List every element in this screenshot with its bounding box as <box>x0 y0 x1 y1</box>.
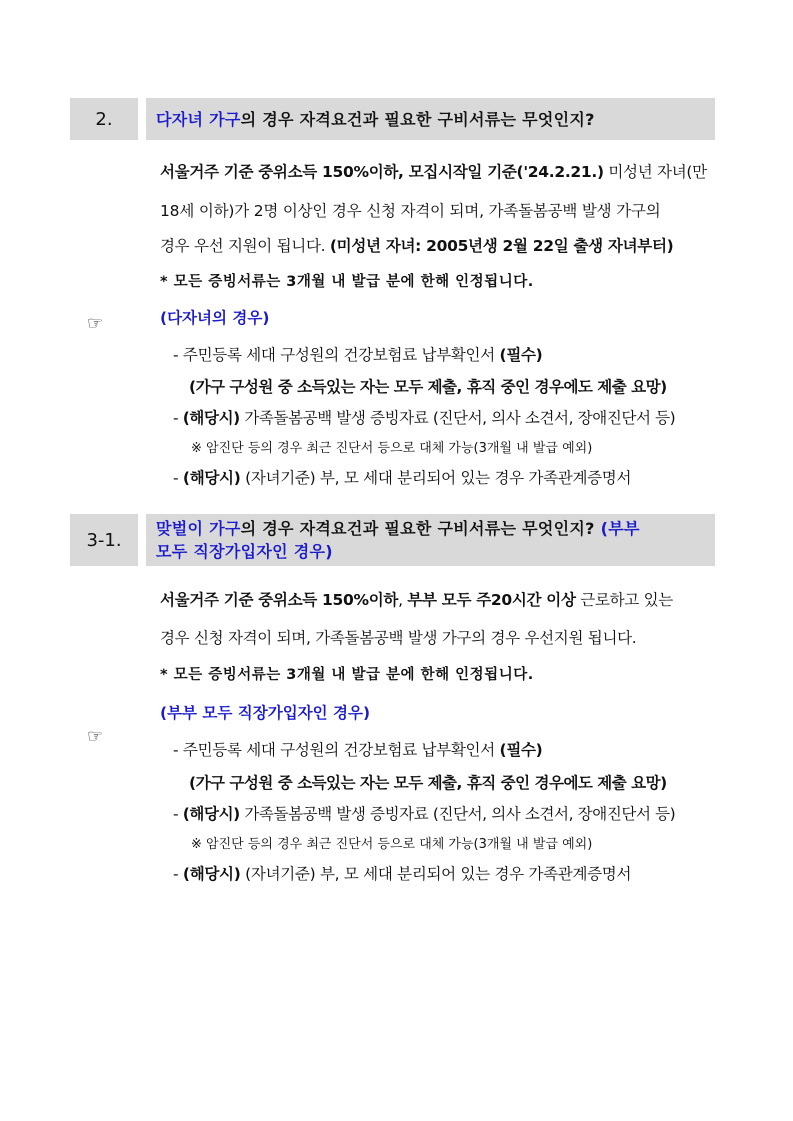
question-highlight: 맞벌이 가구 <box>156 519 241 538</box>
bold-text: (필수) <box>499 346 543 364</box>
plain-text: - <box>173 865 183 883</box>
plain-text: 가족돌봄공백 발생 증빙자료 (진단서, 의사 소견서, 장애진단서 등) <box>239 805 676 823</box>
document-item <box>173 802 675 824</box>
question-highlight: (부부 <box>600 519 640 538</box>
plain-text: - 주민등록 세대 구성원의 건강보험료 납부확인서 <box>173 741 500 759</box>
bold-text: (해당시) <box>182 805 240 823</box>
section-number <box>70 98 138 140</box>
document-item <box>173 738 542 760</box>
document-item <box>173 466 631 488</box>
document-item <box>173 343 542 365</box>
notice-line: * 모든 증빙서류는 3개월 내 발급 분에 한해 인정됩니다. <box>160 667 534 683</box>
pointing-hand-icon: ☞ <box>87 726 104 747</box>
question-heading <box>146 514 715 566</box>
section-number-label: 3-1. <box>86 529 122 551</box>
bold-text: 서울거주 기준 중위소득 150%이하 <box>160 591 399 609</box>
document-note: ※ 암진단 등의 경우 최근 진단서 등으로 대체 가능(3개월 내 발급 예외) <box>191 441 593 456</box>
document-item <box>173 406 675 428</box>
bold-text: 부부 모두 주20시간 이상 <box>407 591 576 609</box>
case-title: (부부 모두 직장가입자인 경우) <box>160 704 371 722</box>
plain-text: - <box>173 805 183 823</box>
question-heading <box>146 98 715 140</box>
question-text: 의 경우 자격요건과 필요한 구비서류는 무엇인지? <box>240 109 595 129</box>
question-highlight: 모두 직장가입자인 경우) <box>156 542 333 561</box>
section-number <box>70 514 138 566</box>
section-number-label: 2. <box>95 108 113 130</box>
paragraph-line <box>160 588 673 610</box>
document-item-sub: (가구 구성원 중 소득있는 자는 모두 제출, 휴직 중인 경우에도 제출 요망) <box>189 774 667 792</box>
question-text: 의 경우 자격요건과 필요한 구비서류는 무엇인지? <box>240 519 601 538</box>
paragraph-line <box>160 160 707 182</box>
bold-text: (미성년 자녀: 2005년생 2월 22일 출생 자녀부터) <box>329 237 674 255</box>
question-highlight: 다자녀 가구 <box>156 109 241 129</box>
plain-text: - 주민등록 세대 구성원의 건강보험료 납부확인서 <box>173 346 500 364</box>
plain-text: 근로하고 있는 <box>575 591 673 609</box>
plain-text: - <box>173 409 183 427</box>
plain-text: - <box>173 469 183 487</box>
plain-text: 미성년 자녀(만 <box>603 163 707 181</box>
paragraph-line: 18세 이하)가 2명 이상인 경우 신청 자격이 되며, 가족돌봄공백 발생 가구의 <box>160 202 661 220</box>
paragraph-line: 경우 신청 자격이 되며, 가족돌봄공백 발생 가구의 경우 우선지원 됩니다. <box>160 629 637 647</box>
bold-text: (해당시) <box>182 469 241 487</box>
paragraph-line <box>160 234 673 256</box>
pointing-hand-icon: ☞ <box>87 313 104 334</box>
bold-text: (해당시) <box>182 865 241 883</box>
plain-text: (자녀기준) 부, 모 세대 분리되어 있는 경우 가족관계증명서 <box>240 865 632 883</box>
document-item-sub: (가구 구성원 중 소득있는 자는 모두 제출, 휴직 중인 경우에도 제출 요망) <box>189 378 667 396</box>
bold-text: (해당시) <box>182 409 240 427</box>
plain-text: (자녀기준) 부, 모 세대 분리되어 있는 경우 가족관계증명서 <box>240 469 632 487</box>
bold-text: 서울거주 기준 중위소득 150%이하, 모집시작일 기준('24.2.21.) <box>160 163 604 181</box>
notice-line: * 모든 증빙서류는 3개월 내 발급 분에 한해 인정됩니다. <box>160 274 534 290</box>
bold-text: (필수) <box>499 741 543 759</box>
plain-text: 가족돌봄공백 발생 증빙자료 (진단서, 의사 소견서, 장애진단서 등) <box>239 409 676 427</box>
document-item <box>173 862 631 884</box>
case-title: (다자녀의 경우) <box>160 309 270 327</box>
document-note: ※ 암진단 등의 경우 최근 진단서 등으로 대체 가능(3개월 내 발급 예외) <box>191 837 593 852</box>
plain-text: , <box>398 591 408 609</box>
plain-text: 경우 우선 지원이 됩니다. <box>160 237 330 255</box>
